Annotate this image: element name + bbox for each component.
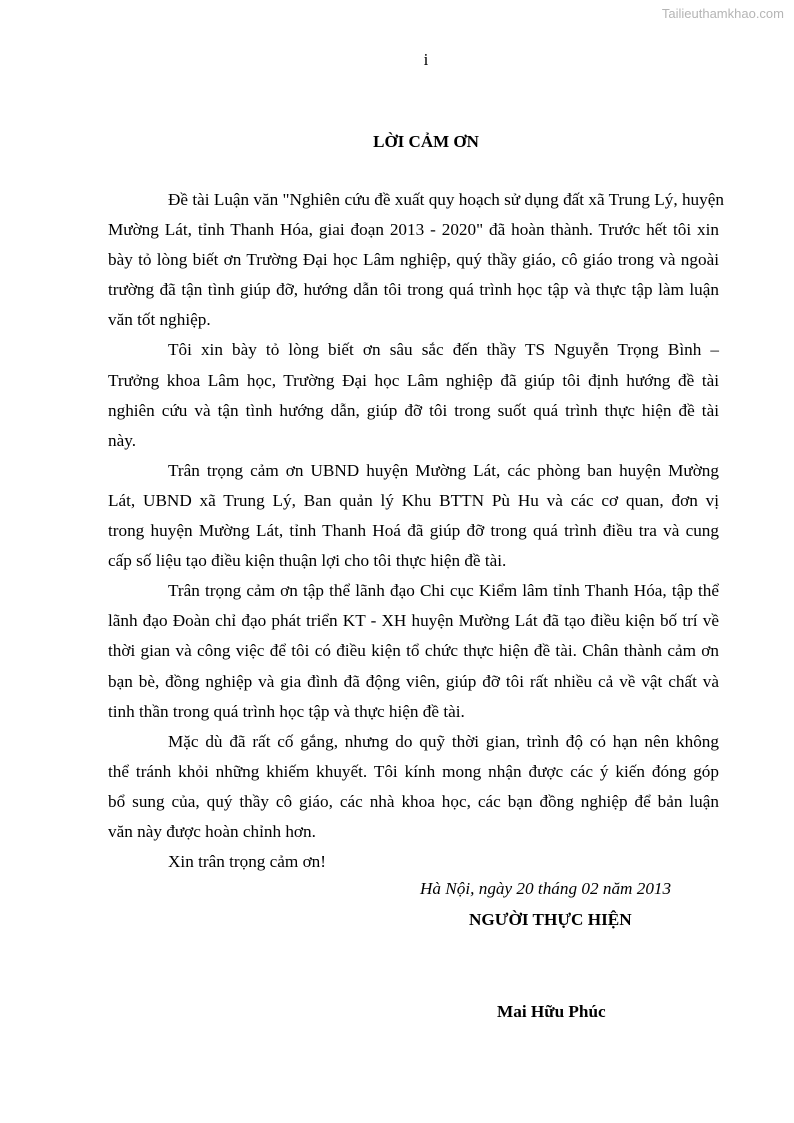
paragraph-line: này.: [108, 430, 136, 450]
paragraph-line: trong huyện Mường Lát, tỉnh Thanh Hoá đã giúp đỡ trong quá trình điều tra và cung: [108, 521, 719, 541]
paragraph-line: văn tốt nghiệp.: [108, 310, 211, 330]
paragraph: [108, 727, 719, 847]
paragraph-line: Mặc dù đã rất cố gắng, nhưng do quỹ thời gian, trình độ có hạn nên không: [168, 731, 719, 751]
paragraph-line: Tôi xin bày tỏ lòng biết ơn sâu sắc đến thầy TS Nguyễn Trọng Bình –: [168, 340, 719, 360]
paragraph-line: bạn bè, đồng nghiệp và gia đình đã động viên, giúp đỡ tôi rất nhiều cả về vật chất và: [108, 671, 719, 691]
paragraph: [108, 335, 719, 455]
paragraph: [108, 185, 724, 335]
paragraph-line: bổ sung của, quý thầy cô giáo, các nhà khoa học, các bạn đồng nghiệp để bản luận: [108, 791, 719, 811]
paragraph-line: thể tránh khỏi những khiếm khuyết. Tôi kính mong nhận được các ý kiến đóng góp: [108, 761, 719, 781]
watermark: Tailieuthamkhao.com: [661, 6, 784, 21]
paragraph-line: Đề tài Luận văn "Nghiên cứu đề xuất quy hoạch sử dụng đất xã Trung Lý, huyện: [168, 190, 724, 209]
paragraph-line: Xin trân trọng cảm ơn!: [168, 852, 327, 872]
page-title: LỜI CẢM ƠN: [373, 132, 479, 151]
paragraph-line: Trân trọng cảm ơn tập thể lãnh đạo Chi cục Kiểm lâm tỉnh Thanh Hóa, tập thể: [168, 581, 719, 601]
paragraph-line: thời gian và công việc để tôi có điều kiện tổ chức thực hiện đề tài. Chân thành cảm ơn: [108, 641, 719, 661]
signer-role: NGƯỜI THỰC HIỆN: [469, 910, 632, 929]
paragraph-line: lãnh đạo Đoàn chỉ đạo phát triển KT - XH huyện Mường Lát đã tạo điều kiện bố trí về: [108, 611, 719, 631]
paragraph: [108, 847, 719, 877]
paragraph-line: nghiên cứu và tận tình hướng dẫn, giúp đỡ tôi trong suốt quá trình thực hiện đề tài: [108, 400, 719, 420]
paragraph-line: Trưởng khoa Lâm học, Trường Đại học Lâm nghiệp đã giúp tôi định hướng đề tài: [108, 370, 719, 390]
paragraph-line: Lát, UBND xã Trung Lý, Ban quản lý Khu BTTN Pù Hu và các cơ quan, đơn vị: [108, 490, 719, 510]
paragraph-line: Mường Lát, tỉnh Thanh Hóa, giai đoạn 2013 - 2020" đã hoàn thành. Trước hết tôi xin: [108, 220, 719, 240]
paragraph: [108, 576, 719, 726]
page-number: i: [423, 50, 429, 69]
document-body: [108, 185, 724, 877]
place-date: Hà Nội, ngày 20 tháng 02 năm 2013: [420, 879, 672, 898]
paragraph-line: cấp số liệu tạo điều kiện thuận lợi cho tôi thực hiện đề tài.: [108, 551, 507, 571]
paragraph-line: bày tỏ lòng biết ơn Trường Đại học Lâm nghiệp, quý thầy giáo, cô giáo trong và ngoài: [108, 250, 719, 270]
paragraph: [108, 456, 719, 576]
paragraph-line: tinh thần trong quá trình học tập và thực hiện đề tài.: [108, 701, 465, 721]
paragraph-line: trường đã tận tình giúp đỡ, hướng dẫn tôi trong quá trình học tập và thực tập làm luận: [108, 280, 719, 300]
signer-name: Mai Hữu Phúc: [497, 1002, 606, 1021]
paragraph-line: văn này được hoàn chỉnh hơn.: [108, 821, 316, 841]
paragraph-line: Trân trọng cảm ơn UBND huyện Mường Lát, các phòng ban huyện Mường: [168, 460, 719, 480]
